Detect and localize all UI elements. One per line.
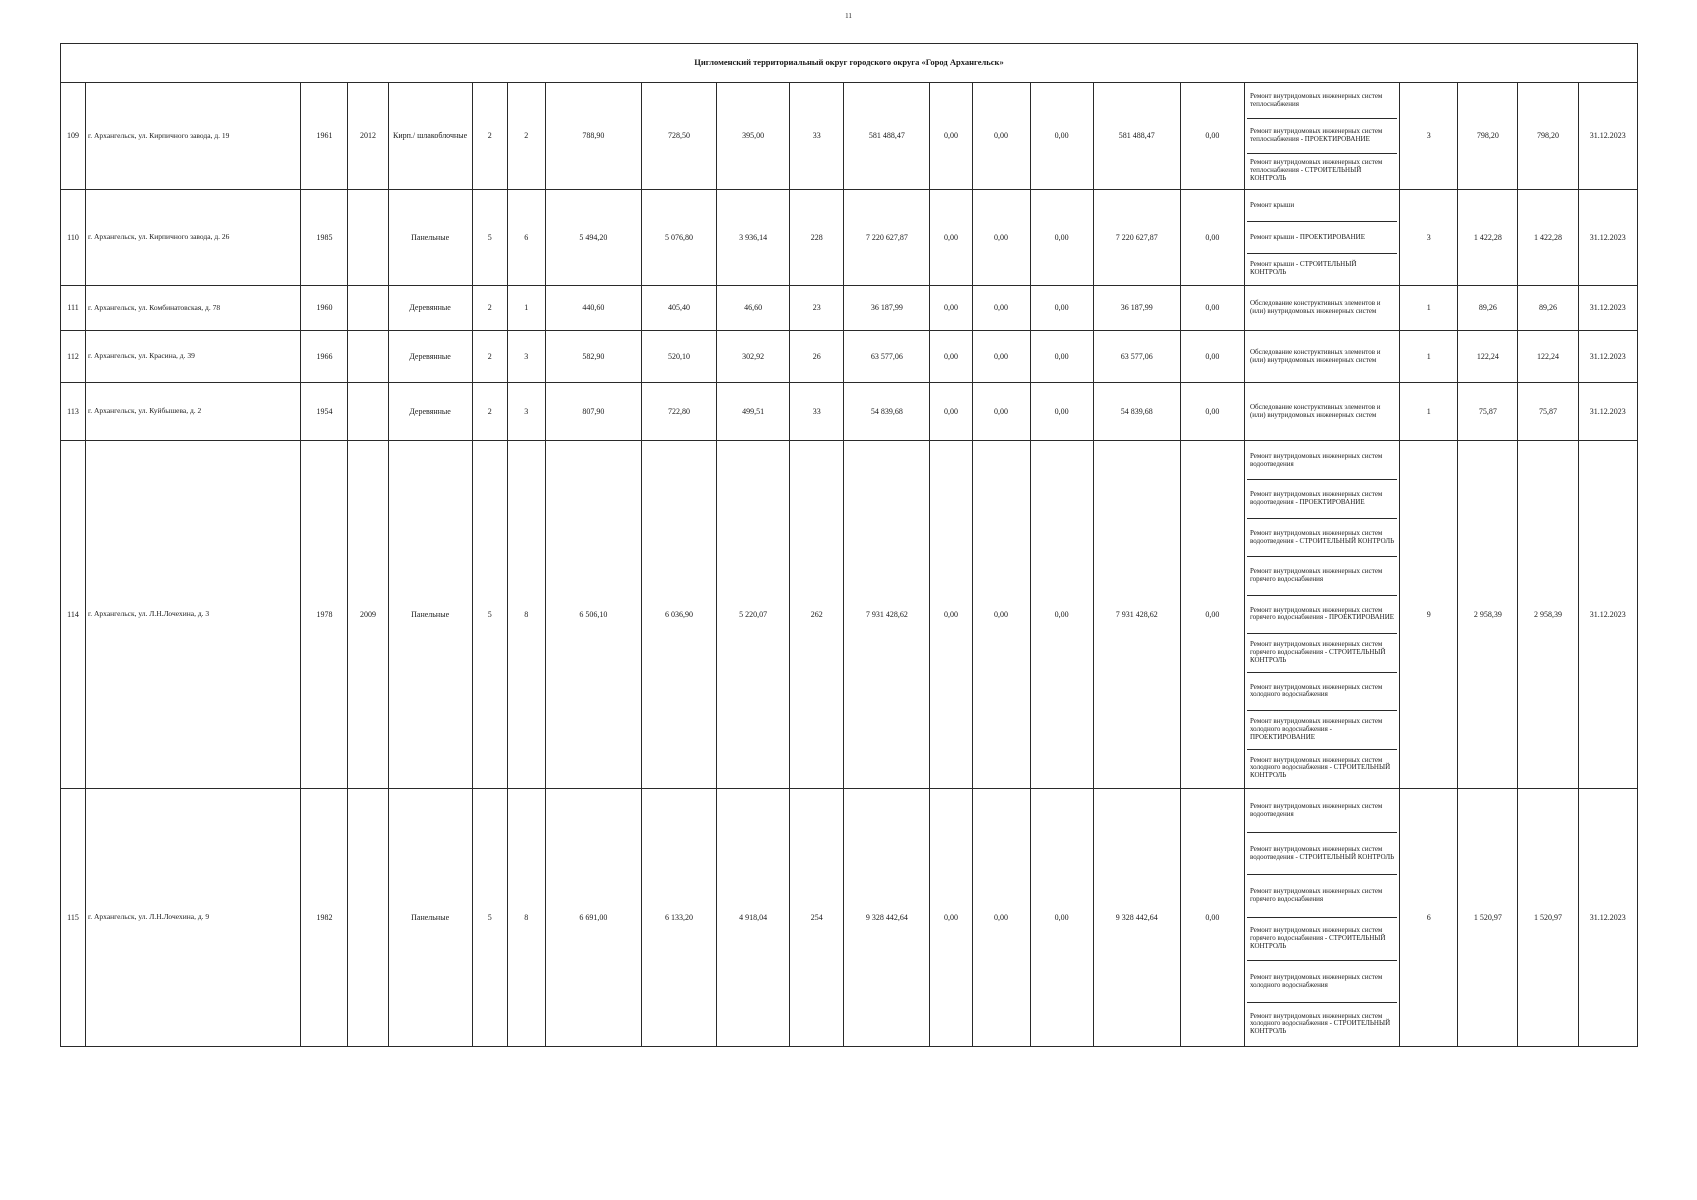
residents-count: 254 (790, 789, 844, 1047)
residential-area: 302,92 (717, 331, 790, 383)
premises-area: 728,50 (641, 83, 716, 190)
residential-area: 46,60 (717, 286, 790, 331)
limit-cost: 2 958,39 (1518, 441, 1578, 789)
works-count: 1 (1400, 383, 1458, 441)
deadline-date: 31.12.2023 (1578, 441, 1638, 789)
cost-regional: 0,00 (972, 190, 1030, 286)
wall-material: Панельные (388, 190, 472, 286)
total-area: 807,90 (545, 383, 641, 441)
entrances-count: 6 (507, 190, 545, 286)
total-area: 6 506,10 (545, 441, 641, 789)
table-row (61, 190, 1638, 286)
limit-cost: 89,26 (1518, 286, 1578, 331)
residents-count: 23 (790, 286, 844, 331)
year-last-overhaul (348, 789, 388, 1047)
residential-area: 395,00 (717, 83, 790, 190)
unit-cost: 1 422,28 (1458, 190, 1518, 286)
table-row (61, 331, 1638, 383)
works-count: 1 (1400, 331, 1458, 383)
address: г. Архангельск, ул. Комбинатовская, д. 78 (86, 286, 301, 331)
entrances-count: 2 (507, 83, 545, 190)
works-list (1244, 286, 1399, 331)
residential-area: 4 918,04 (717, 789, 790, 1047)
cost-owners: 581 488,47 (1093, 83, 1180, 190)
year-last-overhaul (348, 286, 388, 331)
year-built: 1985 (301, 190, 348, 286)
residents-count: 33 (790, 383, 844, 441)
district-header-row (61, 44, 1638, 83)
work-item: Ремонт внутридомовых инженерных систем горячего водоснабжения (1247, 557, 1397, 595)
wall-material: Деревянные (388, 331, 472, 383)
cost-total: 54 839,68 (844, 383, 930, 441)
cost-local: 0,00 (1030, 441, 1093, 789)
cost-fund: 0,00 (930, 789, 972, 1047)
limit-cost: 122,24 (1518, 331, 1578, 383)
cost-regional: 0,00 (972, 286, 1030, 331)
residential-area: 5 220,07 (717, 441, 790, 789)
floors-count: 2 (472, 331, 507, 383)
cost-regional: 0,00 (972, 789, 1030, 1047)
year-last-overhaul (348, 190, 388, 286)
total-area: 788,90 (545, 83, 641, 190)
work-item: Ремонт внутридомовых инженерных систем холодного водоснабжения - ПРОЕКТИРОВАНИЕ (1247, 711, 1397, 749)
work-item: Ремонт крыши - СТРОИТЕЛЬНЫЙ КОНТРОЛЬ (1249, 260, 1357, 276)
cost-fund: 0,00 (930, 83, 972, 190)
table-row (61, 383, 1638, 441)
unit-cost: 89,26 (1458, 286, 1518, 331)
entrances-count: 3 (507, 383, 545, 441)
page-number: 11 (845, 12, 852, 20)
wall-material: Деревянные (388, 286, 472, 331)
entrances-count: 1 (507, 286, 545, 331)
year-last-overhaul (348, 331, 388, 383)
table-row (61, 441, 1638, 789)
cost-local: 0,00 (1030, 286, 1093, 331)
works-list (1244, 789, 1399, 1047)
work-item: Ремонт внутридомовых инженерных систем горячего водоснабжения - СТРОИТЕЛЬНЫЙ КОНТРОЛЬ (1247, 918, 1397, 961)
row-number: 113 (61, 383, 86, 441)
deadline-date: 31.12.2023 (1578, 331, 1638, 383)
table-row (61, 789, 1638, 1047)
works-stack (1247, 790, 1397, 1045)
table-row (61, 286, 1638, 331)
capital-repair-table (60, 43, 1638, 1047)
cost-owners: 63 577,06 (1093, 331, 1180, 383)
table-row (61, 83, 1638, 190)
works-list (1244, 383, 1399, 441)
work-item: Обследование конструктивных элементов и (или) внутридомовых инженерных систем (1249, 402, 1381, 419)
cost-other: 0,00 (1180, 331, 1244, 383)
floors-count: 2 (472, 286, 507, 331)
works-list (1244, 83, 1399, 190)
work-item: Обследование конструктивных элементов и (или) внутридомовых инженерных систем (1249, 299, 1381, 315)
works-stack (1247, 191, 1397, 284)
work-item: Ремонт внутридомовых инженерных систем холодного водоснабжения (1247, 961, 1397, 1004)
year-built: 1966 (301, 331, 348, 383)
works-count: 1 (1400, 286, 1458, 331)
floors-count: 5 (472, 190, 507, 286)
residents-count: 26 (790, 331, 844, 383)
cost-other: 0,00 (1180, 286, 1244, 331)
work-item: Ремонт внутридомовых инженерных систем холодного водоснабжения (1247, 673, 1397, 711)
residential-area: 3 936,14 (717, 190, 790, 286)
work-item: Ремонт внутридомовых инженерных систем водоотведения (1247, 790, 1397, 833)
work-item: Ремонт внутридомовых инженерных систем холодного водоснабжения - СТРОИТЕЛЬНЫЙ КОНТРОЛЬ (1249, 1011, 1391, 1036)
floors-count: 5 (472, 441, 507, 789)
cost-regional: 0,00 (972, 441, 1030, 789)
cost-local: 0,00 (1030, 190, 1093, 286)
cost-total: 7 220 627,87 (844, 190, 930, 286)
work-item: Ремонт внутридомовых инженерных систем теплоснабжения - ПРОЕКТИРОВАНИЕ (1247, 119, 1397, 154)
cost-local: 0,00 (1030, 383, 1093, 441)
cost-local: 0,00 (1030, 83, 1093, 190)
limit-cost: 75,87 (1518, 383, 1578, 441)
address: г. Архангельск, ул. Кирпичного завода, д. 26 (86, 190, 301, 286)
cost-total: 36 187,99 (844, 286, 930, 331)
works-stack (1247, 84, 1397, 188)
premises-area: 722,80 (641, 383, 716, 441)
limit-cost: 1 520,97 (1518, 789, 1578, 1047)
works-count: 6 (1400, 789, 1458, 1047)
cost-total: 9 328 442,64 (844, 789, 930, 1047)
cost-regional: 0,00 (972, 383, 1030, 441)
year-last-overhaul (348, 383, 388, 441)
address: г. Архангельск, ул. Куйбышева, д. 2 (86, 383, 301, 441)
entrances-count: 8 (507, 441, 545, 789)
year-last-overhaul: 2012 (348, 83, 388, 190)
work-item: Ремонт внутридомовых инженерных систем холодного водоснабжения - СТРОИТЕЛЬНЫЙ КОНТРОЛЬ (1249, 755, 1391, 780)
works-stack (1247, 287, 1397, 329)
cost-owners: 7 220 627,87 (1093, 190, 1180, 286)
premises-area: 5 076,80 (641, 190, 716, 286)
cost-total: 63 577,06 (844, 331, 930, 383)
cost-total: 7 931 428,62 (844, 441, 930, 789)
cost-other: 0,00 (1180, 190, 1244, 286)
address: г. Архангельск, ул. Красина, д. 39 (86, 331, 301, 383)
cost-total: 581 488,47 (844, 83, 930, 190)
row-number: 109 (61, 83, 86, 190)
premises-area: 6 133,20 (641, 789, 716, 1047)
address: г. Архангельск, ул. Л.Н.Лочехина, д. 3 (86, 441, 301, 789)
work-item: Ремонт внутридомовых инженерных систем водоотведения (1247, 442, 1397, 480)
unit-cost: 1 520,97 (1458, 789, 1518, 1047)
year-built: 1982 (301, 789, 348, 1047)
unit-cost: 75,87 (1458, 383, 1518, 441)
residents-count: 228 (790, 190, 844, 286)
row-number: 115 (61, 789, 86, 1047)
row-number: 114 (61, 441, 86, 789)
unit-cost: 122,24 (1458, 331, 1518, 383)
cost-regional: 0,00 (972, 83, 1030, 190)
address: г. Архангельск, ул. Л.Н.Лочехина, д. 9 (86, 789, 301, 1047)
cost-fund: 0,00 (930, 383, 972, 441)
limit-cost: 798,20 (1518, 83, 1578, 190)
work-item: Обследование конструктивных элементов и (или) внутридомовых инженерных систем (1249, 347, 1381, 364)
year-built: 1960 (301, 286, 348, 331)
row-number: 111 (61, 286, 86, 331)
premises-area: 405,40 (641, 286, 716, 331)
work-item: Ремонт крыши (1247, 191, 1397, 222)
works-stack (1247, 442, 1397, 787)
year-built: 1954 (301, 383, 348, 441)
work-item: Ремонт внутридомовых инженерных систем горячего водоснабжения (1247, 875, 1397, 918)
works-count: 3 (1400, 190, 1458, 286)
works-count: 9 (1400, 441, 1458, 789)
district-title: Цигломенский территориальный округ городского округа «Город Архангельск» (61, 44, 1638, 83)
work-item: Ремонт внутридомовых инженерных систем горячего водоснабжения - ПРОЕКТИРОВАНИЕ (1247, 596, 1397, 634)
floors-count: 2 (472, 383, 507, 441)
limit-cost: 1 422,28 (1518, 190, 1578, 286)
work-item: Ремонт внутридомовых инженерных систем теплоснабжения - СТРОИТЕЛЬНЫЙ КОНТРОЛЬ (1249, 158, 1383, 182)
works-stack (1247, 332, 1397, 381)
cost-owners: 9 328 442,64 (1093, 789, 1180, 1047)
cost-other: 0,00 (1180, 441, 1244, 789)
works-list (1244, 441, 1399, 789)
work-item: Ремонт внутридомовых инженерных систем водоотведения - СТРОИТЕЛЬНЫЙ КОНТРОЛЬ (1247, 519, 1397, 557)
wall-material: Панельные (388, 441, 472, 789)
wall-material: Панельные (388, 789, 472, 1047)
floors-count: 5 (472, 789, 507, 1047)
work-item: Ремонт крыши - ПРОЕКТИРОВАНИЕ (1247, 222, 1397, 253)
cost-fund: 0,00 (930, 331, 972, 383)
unit-cost: 2 958,39 (1458, 441, 1518, 789)
unit-cost: 798,20 (1458, 83, 1518, 190)
deadline-date: 31.12.2023 (1578, 83, 1638, 190)
entrances-count: 8 (507, 789, 545, 1047)
work-item: Ремонт внутридомовых инженерных систем водоотведения - ПРОЕКТИРОВАНИЕ (1247, 480, 1397, 518)
deadline-date: 31.12.2023 (1578, 286, 1638, 331)
cost-fund: 0,00 (930, 441, 972, 789)
cost-owners: 36 187,99 (1093, 286, 1180, 331)
year-last-overhaul: 2009 (348, 441, 388, 789)
cost-owners: 54 839,68 (1093, 383, 1180, 441)
total-area: 5 494,20 (545, 190, 641, 286)
works-list (1244, 331, 1399, 383)
cost-other: 0,00 (1180, 383, 1244, 441)
work-item: Ремонт внутридомовых инженерных систем теплоснабжения (1247, 84, 1397, 119)
table-body (61, 44, 1638, 1047)
wall-material: Деревянные (388, 383, 472, 441)
year-built: 1961 (301, 83, 348, 190)
wall-material: Кирп./ шлакоблочные (388, 83, 472, 190)
premises-area: 6 036,90 (641, 441, 716, 789)
deadline-date: 31.12.2023 (1578, 789, 1638, 1047)
residents-count: 33 (790, 83, 844, 190)
cost-owners: 7 931 428,62 (1093, 441, 1180, 789)
works-stack (1247, 384, 1397, 439)
row-number: 112 (61, 331, 86, 383)
floors-count: 2 (472, 83, 507, 190)
work-item: Ремонт внутридомовых инженерных систем горячего водоснабжения - СТРОИТЕЛЬНЫЙ КОНТРОЛЬ (1247, 634, 1397, 672)
cost-local: 0,00 (1030, 331, 1093, 383)
total-area: 440,60 (545, 286, 641, 331)
deadline-date: 31.12.2023 (1578, 383, 1638, 441)
cost-local: 0,00 (1030, 789, 1093, 1047)
year-built: 1978 (301, 441, 348, 789)
deadline-date: 31.12.2023 (1578, 190, 1638, 286)
entrances-count: 3 (507, 331, 545, 383)
cost-other: 0,00 (1180, 83, 1244, 190)
cost-fund: 0,00 (930, 190, 972, 286)
row-number: 110 (61, 190, 86, 286)
cost-fund: 0,00 (930, 286, 972, 331)
work-item: Ремонт внутридомовых инженерных систем водоотведения - СТРОИТЕЛЬНЫЙ КОНТРОЛЬ (1247, 833, 1397, 876)
cost-other: 0,00 (1180, 789, 1244, 1047)
total-area: 582,90 (545, 331, 641, 383)
residents-count: 262 (790, 441, 844, 789)
works-count: 3 (1400, 83, 1458, 190)
premises-area: 520,10 (641, 331, 716, 383)
address: г. Архангельск, ул. Кирпичного завода, д. 19 (86, 83, 301, 190)
total-area: 6 691,00 (545, 789, 641, 1047)
residential-area: 499,51 (717, 383, 790, 441)
works-list (1244, 190, 1399, 286)
cost-regional: 0,00 (972, 331, 1030, 383)
